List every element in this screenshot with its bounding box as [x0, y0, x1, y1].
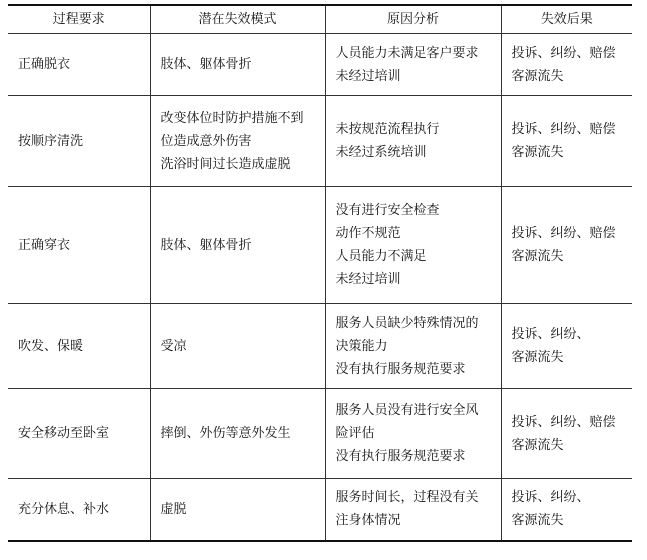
- cell-cause: 人员能力未满足客户要求 未经过培训: [325, 34, 501, 96]
- table-row: [8, 389, 632, 479]
- cell-effect: 投诉、纠纷、 客源流失: [501, 304, 632, 389]
- fmea-table-container: [8, 4, 632, 542]
- header-failure-effect: 失效后果: [501, 5, 632, 34]
- header-process-requirement: 过程要求: [8, 5, 150, 34]
- cell-failure-mode: 受凉: [150, 304, 325, 389]
- cell-failure-mode: 肢体、躯体骨折: [150, 187, 325, 304]
- cell-cause: 服务时间长，过程没有关 注身体情况: [325, 479, 501, 541]
- cell-failure-mode: 摔倒、外伤等意外发生: [150, 389, 325, 479]
- table-row: [8, 304, 632, 389]
- cell-failure-mode: 改变体位时防护措施不到 位造成意外伤害 洗浴时间过长造成虚脱: [150, 96, 325, 187]
- cell-process: 吹发、保暖: [8, 304, 150, 389]
- cell-failure-mode: 虚脱: [150, 479, 325, 541]
- header-failure-mode: 潜在失效模式: [150, 5, 325, 34]
- cell-effect: 投诉、纠纷、 客源流失: [501, 479, 632, 541]
- cell-effect: 投诉、纠纷、赔偿 客源流失: [501, 389, 632, 479]
- cell-process: 正确脱衣: [8, 34, 150, 96]
- cell-cause: 没有进行安全检查 动作不规范 人员能力不满足 未经过培训: [325, 187, 501, 304]
- cell-process: 充分休息、补水: [8, 479, 150, 541]
- cell-failure-mode: 肢体、躯体骨折: [150, 34, 325, 96]
- cell-cause: 服务人员缺少特殊情况的 决策能力 没有执行服务规范要求: [325, 304, 501, 389]
- cell-process: 按顺序清洗: [8, 96, 150, 187]
- cell-process: 正确穿衣: [8, 187, 150, 304]
- cell-effect: 投诉、纠纷、赔偿 客源流失: [501, 96, 632, 187]
- table-row: [8, 479, 632, 541]
- header-cause-analysis: 原因分析: [325, 5, 501, 34]
- cell-effect: 投诉、纠纷、赔偿 客源流失: [501, 34, 632, 96]
- cell-effect: 投诉、纠纷、赔偿 客源流失: [501, 187, 632, 304]
- fmea-table: [8, 4, 632, 542]
- cell-cause: 服务人员没有进行安全风 险评估 没有执行服务规范要求: [325, 389, 501, 479]
- table-row: [8, 96, 632, 187]
- table-header-row: [8, 5, 632, 34]
- cell-cause: 未按规范流程执行 未经过系统培训: [325, 96, 501, 187]
- table-row: [8, 187, 632, 304]
- cell-process: 安全移动至卧室: [8, 389, 150, 479]
- table-row: [8, 34, 632, 96]
